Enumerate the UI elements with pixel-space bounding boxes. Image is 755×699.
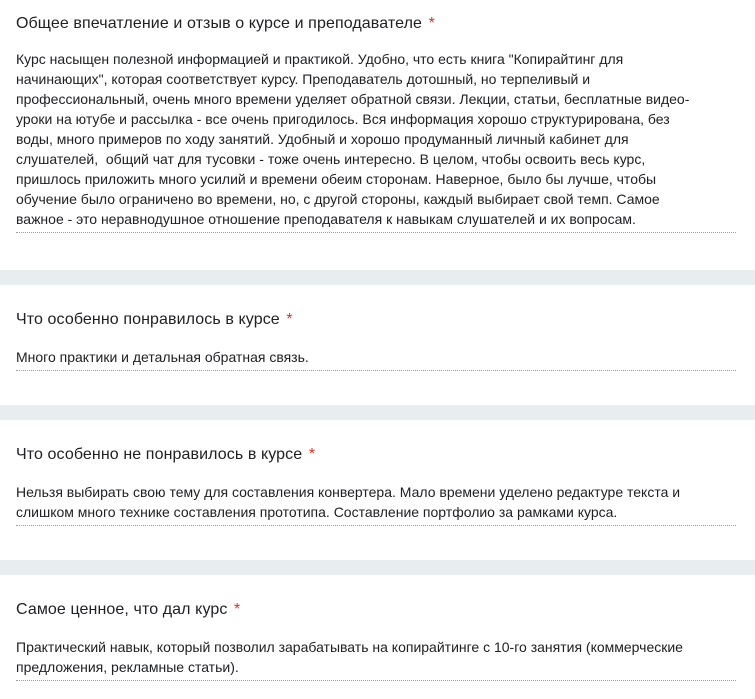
question-title-text: Общее впечатление и отзыв о курсе и преподавателе (16, 15, 423, 32)
question-title-text: Самое ценное, что дал курс (16, 601, 228, 618)
answer-line: Много практики и детальная обратная связь. (16, 349, 309, 365)
answer-line: Нельзя выбирать свою тему для составления конвертера. Мало времени уделено редактуре текста и (16, 484, 681, 500)
answer-text (16, 347, 736, 371)
question-title-text: Что особенно понравилось в курсе (16, 311, 280, 328)
question-card-liked (0, 285, 755, 405)
required-asterisk: * (234, 601, 241, 618)
answer-line: важное - это неравнодушное отношение преподавателя к навыкам слушателей и их вопросам. (16, 211, 636, 227)
question-title (16, 575, 755, 620)
question-title-text: Что особенно не понравилось в курсе (16, 446, 303, 463)
answer-line: Практический навык, который позволил зарабатывать на копирайтинге с 10-го занятия (коммерческие (16, 639, 683, 655)
answer-line: Курс насыщен полезной информацией и практикой. Удобно, что есть книга "Копирайтинг для (16, 51, 624, 67)
answer-line: начинающих", которая соответствует курсу. Преподаватель дотошный, но терпеливый и (16, 71, 591, 87)
required-asterisk: * (308, 446, 316, 463)
answer-text (16, 49, 736, 233)
answer-line: пришлось приложить много усилий и времени обеим сторонам. Наверное, было бы лучше, чтобы (16, 171, 657, 187)
question-card-overall-feedback (0, 0, 755, 270)
question-title (16, 285, 755, 330)
answer-line: профессиональный, очень много времени уделяет обратной связи. Лекции, статьи, бесплатные видео- (16, 91, 690, 107)
question-title (16, 0, 755, 34)
answer-line: слушателей, общий чат для тусовки - тоже очень интересно. В целом, чтобы освоить весь курс, (16, 151, 646, 167)
answer-line: слишком много технике составления прототипа. Составление портфолио за рамками курса. (16, 504, 618, 520)
answer-line: воды, много примеров по ходу занятий. Удобный и хорошо продуманный личный кабинет для (16, 131, 629, 147)
question-card-most-valuable (0, 575, 755, 699)
answer-line: обучение было ограничено во времени, но, с другой стороны, каждый выбирает свой темп. Самое (16, 191, 660, 207)
answer-line: уроки на ютубе и рассылка - все очень пригодилось. Вся информация хорошо структурирована, без (16, 111, 670, 127)
answer-line: предложения, рекламные статьи). (16, 659, 239, 675)
required-asterisk: * (428, 15, 435, 32)
question-card-disliked (0, 420, 755, 560)
answer-text (16, 637, 736, 681)
question-title (16, 420, 755, 465)
required-asterisk: * (286, 311, 293, 328)
answer-text (16, 482, 736, 526)
